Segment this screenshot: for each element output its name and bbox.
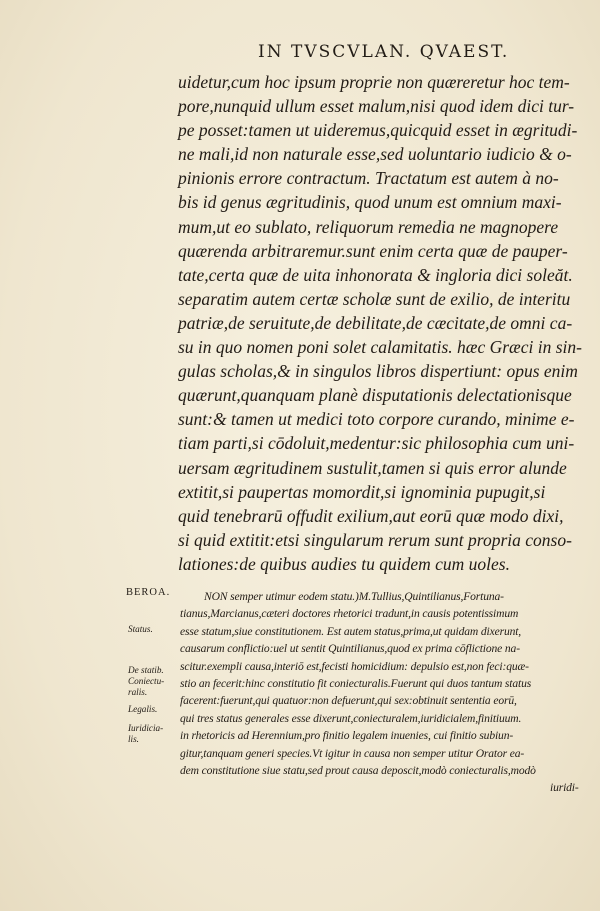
main-text-line: su in quo nomen poni solet calamitatis. hæc Græci in sin- <box>178 337 582 358</box>
main-text-line: tate,certa quæ de uita inhonorata & ingloria dici soleăt. <box>178 264 573 285</box>
commentary-line: tianus,Marcianus,cæteri doctores rhetorici tradunt,in causis potentissimum <box>180 607 519 621</box>
main-text-line: tiam parti,si cōdoluit,medentur:sic philosophia cum uni- <box>178 433 575 454</box>
main-text-line: quid tenebrarū offudit exilium,aut eorū quæ modo dixi, <box>178 505 564 526</box>
main-text-line: mum,ut eo sublato, reliquorum remedia ne magnopere <box>178 216 559 237</box>
main-text-line: si quid extitit:etsi singularum rerum sunt propria conso- <box>178 529 572 550</box>
main-text-line: quærenda arbitraremur.sunt enim certa quæ de pauper- <box>178 240 568 261</box>
running-header: IN TVSCVLAN. QVAEST. <box>258 42 510 62</box>
main-text-line: uersam ægritudinem sustulit,tamen si quis error alunde <box>178 457 567 478</box>
main-text <box>178 70 582 576</box>
main-text-line: quærunt,quanquam planè disputationis delectationisque <box>178 385 572 406</box>
commentary-line: NON semper utimur eodem statu.)M.Tullius,Quintilianus,Fortuna- <box>204 590 504 603</box>
margin-note: Iuridicia- <box>128 723 164 733</box>
commentary-text <box>180 588 584 797</box>
commentary-line: facerent:fuerunt,qui quatuor:non defuerunt,qui sex:obtinuit sententia eorū, <box>180 694 517 708</box>
main-text-line: gulas scholas,& in singulos libros dispertiunt: opus enim <box>178 361 578 382</box>
commentary-line: causarum conflictio:uel ut sentit Quintilianus,quod ex prima cōflictione na- <box>180 642 520 656</box>
main-text-line: pinionis errore contractum. Tractatum est autem à no- <box>178 168 559 189</box>
main-text-line: separatim autem certæ scholæ sunt de exilio, de interitu <box>178 288 571 309</box>
commentary-line: qui tres status generales esse dixerunt,coniecturalem,iuridicialem,finitiuum. <box>180 711 522 725</box>
commentary-line: stio an fecerit:hinc constitutio fit coniecturalis.Fuerunt qui duos tantum status <box>180 677 532 691</box>
margin-note: Coniectu- <box>128 676 165 686</box>
margin-note: lis. <box>128 734 139 744</box>
main-text-line: extitit,si paupertas momordit,si ignominia pupugit,si <box>178 481 546 502</box>
main-text-line: ne mali,id non naturale esse,sed uoluntario iudicio & o- <box>178 144 572 165</box>
margin-note: Status. <box>128 624 153 634</box>
main-text-line: sunt:& tamen ut medici toto corpore curando, minime e- <box>178 409 575 430</box>
main-text-line: bis id genus ægritudinis, quod unum est omnium maxi- <box>178 192 562 213</box>
commentary-line: dem constitutione siue statu,sed prout causa deposcit,modò coniecturalis,modò <box>180 764 536 778</box>
main-text-line: uidetur,cum hoc ipsum proprie non quæreretur hoc tem- <box>178 72 570 92</box>
main-text-line: patriæ,de seruitute,de debilitate,de cæcitate,de omni ca- <box>178 312 573 333</box>
margin-note: ralis. <box>128 687 148 697</box>
main-text-line: pe posset:tamen ut uideremus,quicquid esset in ægritudi- <box>178 120 578 141</box>
commentary-line: esse statum,siue constitutionem. Est autem status,prima,ut quidam dixerunt, <box>180 624 522 638</box>
margin-note: Legalis. <box>128 704 158 714</box>
margin-note: De statib. <box>128 665 164 675</box>
commentary-line: iuridi- <box>550 781 579 795</box>
commentary-line: gitur,tanquam generi species.Vt igitur in causa non semper utitur Orator ea- <box>180 746 525 760</box>
main-text-line: pore,nunquid ullum esset malum,nisi quod idem dici tur- <box>178 96 575 117</box>
main-text-line: lationes:de quibus audies tu quidem cum uoles. <box>178 553 510 574</box>
commentary-author: BEROA. <box>126 587 171 598</box>
commentary-line: scitur.exempli causa,interiō est,fecisti homicidium: depulsio est,non feci:quæ- <box>180 659 529 673</box>
commentary-line: in rhetoricis ad Herennium,pro finitio legalem inuenies, cui finitio subiun- <box>180 729 514 743</box>
